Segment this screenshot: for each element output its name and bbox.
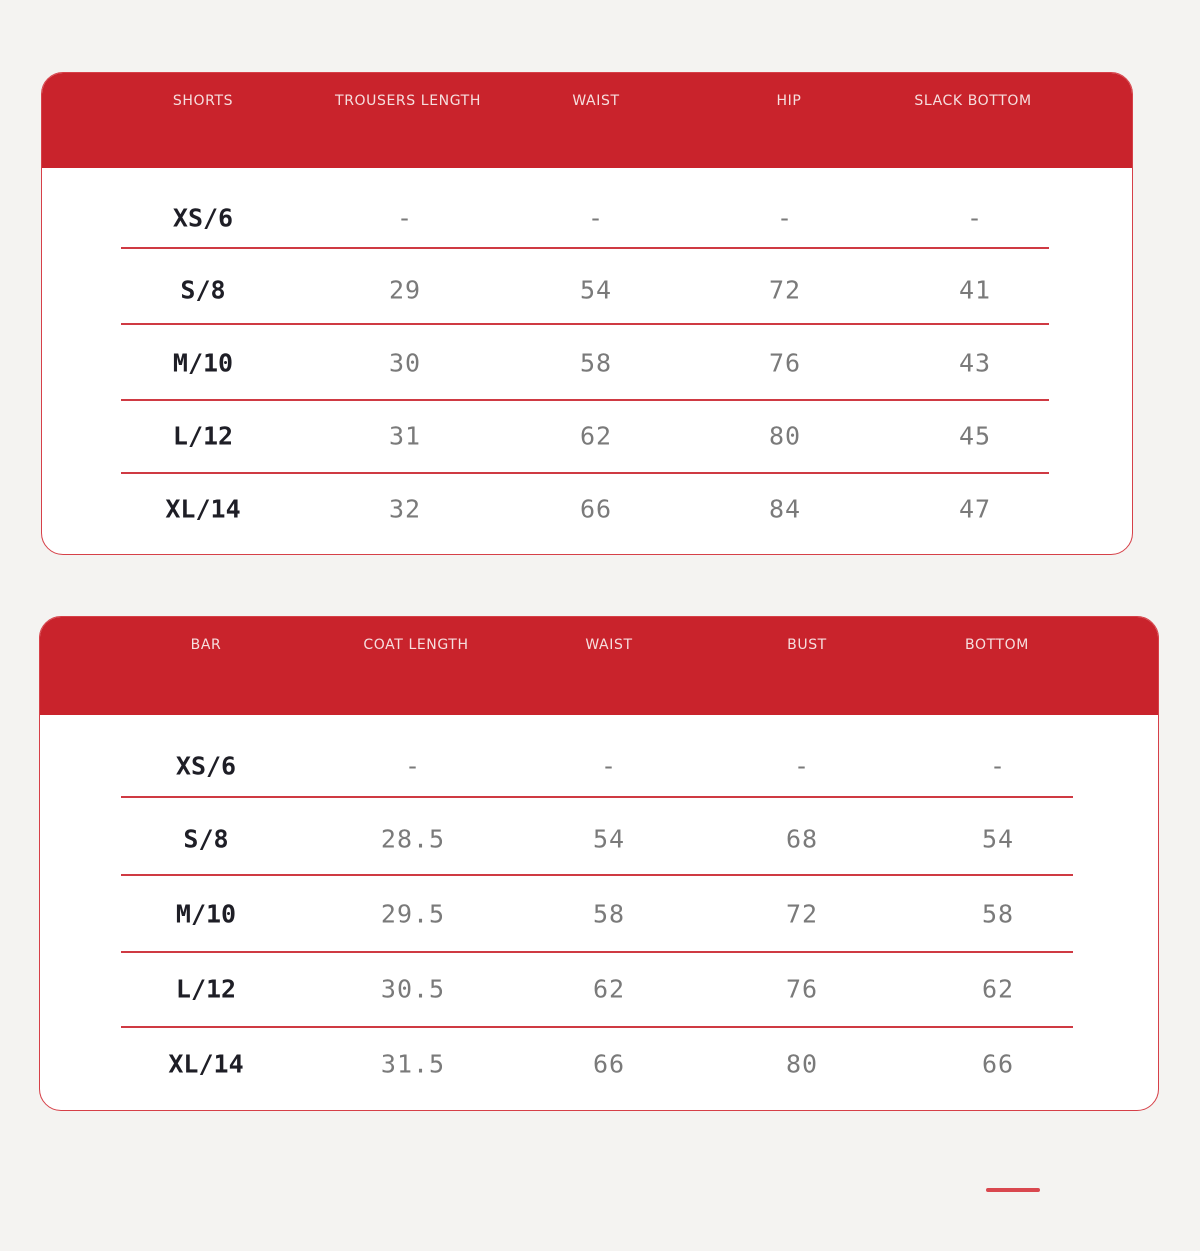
header-shorts: SHORTS: [172, 93, 234, 109]
row-divider: [121, 323, 1049, 325]
hip-value: 84: [768, 494, 802, 524]
hip-value: 72: [768, 275, 802, 305]
header-slack-bottom: SLACK BOTTOM: [914, 93, 1032, 109]
row-divider: [121, 1026, 1073, 1028]
waist-value: 66: [579, 494, 613, 524]
slack-bottom-value: -: [966, 203, 984, 233]
hip-value: 80: [768, 421, 802, 451]
bottom-value: 58: [981, 899, 1015, 929]
waist-value: -: [600, 751, 618, 781]
size-label: XL/14: [168, 1049, 244, 1079]
waist-value: 54: [579, 275, 613, 305]
shorts-size-table: [41, 72, 1133, 555]
size-label: XL/14: [165, 494, 241, 524]
bust-value: 76: [785, 974, 819, 1004]
header-bust: BUST: [787, 637, 827, 653]
bust-value: 80: [785, 1049, 819, 1079]
slack-bottom-value: 45: [958, 421, 992, 451]
coat-length-value: 28.5: [380, 824, 446, 854]
size-label: L/12: [175, 974, 237, 1004]
decorative-accent-line: [986, 1188, 1040, 1192]
slack-bottom-value: 41: [958, 275, 992, 305]
bust-value: -: [793, 751, 811, 781]
waist-value: 62: [592, 974, 626, 1004]
size-label: M/10: [175, 899, 237, 929]
row-divider: [121, 472, 1049, 474]
header-trousers-length: TROUSERS LENGTH: [335, 93, 481, 109]
size-label: L/12: [172, 421, 234, 451]
slack-bottom-value: 47: [958, 494, 992, 524]
bottom-value: 54: [981, 824, 1015, 854]
coat-length-value: -: [404, 751, 422, 781]
size-label: XS/6: [175, 751, 237, 781]
header-waist: WAIST: [572, 93, 620, 109]
size-label: S/8: [180, 275, 226, 305]
row-divider: [121, 874, 1073, 876]
hip-value: 76: [768, 348, 802, 378]
waist-value: 66: [592, 1049, 626, 1079]
row-divider: [121, 399, 1049, 401]
trousers-length-value: 29: [388, 275, 422, 305]
size-label: S/8: [183, 824, 229, 854]
size-label: XS/6: [172, 203, 234, 233]
header-waist: WAIST: [585, 637, 633, 653]
slack-bottom-value: 43: [958, 348, 992, 378]
waist-value: 58: [579, 348, 613, 378]
row-divider: [121, 951, 1073, 953]
coat-length-value: 31.5: [380, 1049, 446, 1079]
bottom-value: 66: [981, 1049, 1015, 1079]
row-divider: [121, 796, 1073, 798]
hip-value: -: [776, 203, 794, 233]
row-divider: [121, 247, 1049, 249]
shorts-table-header: [42, 73, 1132, 168]
waist-value: -: [587, 203, 605, 233]
trousers-length-value: 31: [388, 421, 422, 451]
header-bar: BAR: [190, 637, 222, 653]
trousers-length-value: 30: [388, 348, 422, 378]
size-label: M/10: [172, 348, 234, 378]
coat-length-value: 29.5: [380, 899, 446, 929]
waist-value: 62: [579, 421, 613, 451]
bust-value: 68: [785, 824, 819, 854]
header-coat-length: COAT LENGTH: [363, 637, 469, 653]
bottom-value: 62: [981, 974, 1015, 1004]
header-hip: HIP: [776, 93, 802, 109]
bar-table-header: [40, 617, 1158, 715]
bottom-value: -: [989, 751, 1007, 781]
trousers-length-value: 32: [388, 494, 422, 524]
header-bottom: BOTTOM: [965, 637, 1029, 653]
waist-value: 58: [592, 899, 626, 929]
bar-size-table: [39, 616, 1159, 1111]
bust-value: 72: [785, 899, 819, 929]
trousers-length-value: -: [396, 203, 414, 233]
waist-value: 54: [592, 824, 626, 854]
coat-length-value: 30.5: [380, 974, 446, 1004]
